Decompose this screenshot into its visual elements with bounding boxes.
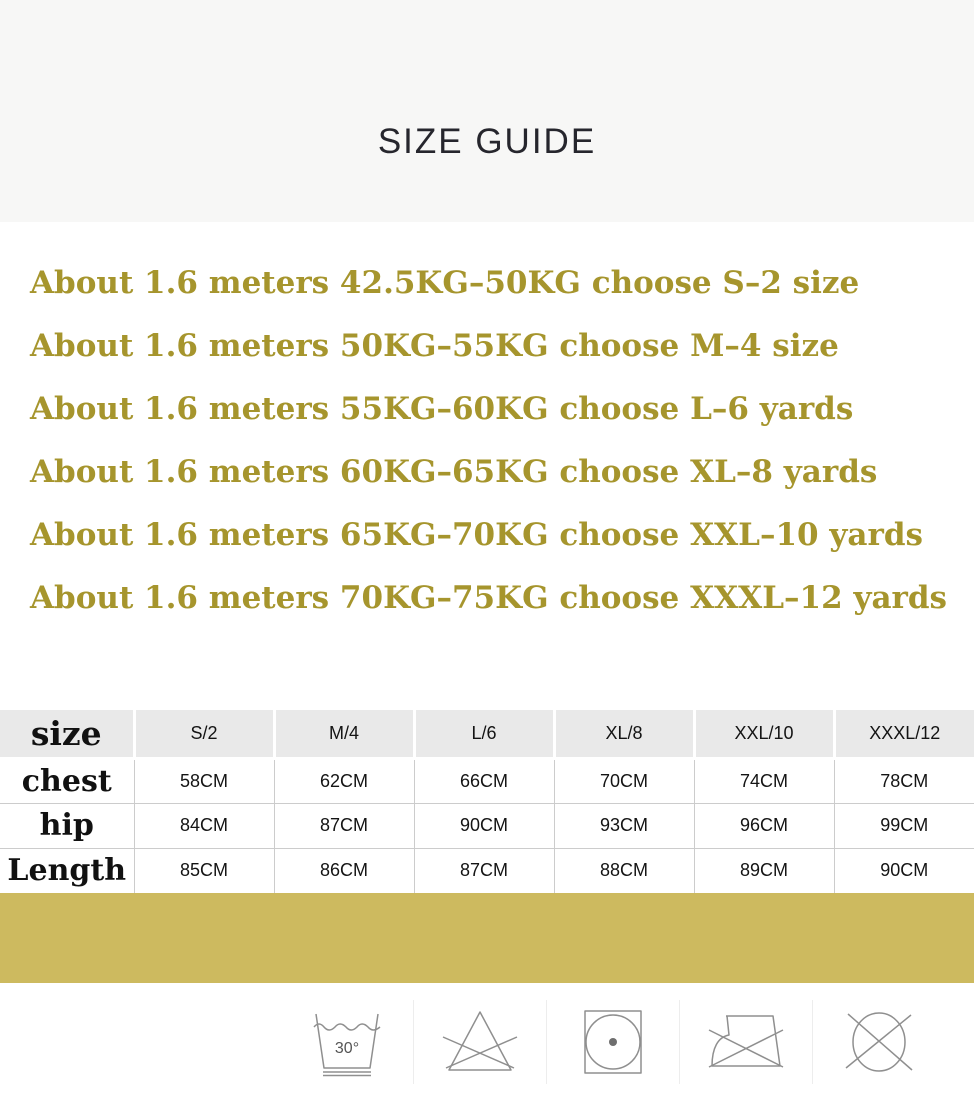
table-cell: 93CM — [554, 803, 694, 848]
table-cell: 90CM — [834, 848, 974, 893]
header-banner — [0, 0, 974, 222]
table-cell: 87CM — [274, 803, 414, 848]
care-cell-dry-clean — [812, 1000, 945, 1084]
table-cell: 58CM — [134, 758, 274, 803]
table-cell: 86CM — [274, 848, 414, 893]
weight-guide-line: About 1.6 meters 55KG–60KG choose L–6 yards — [30, 391, 854, 427]
gold-divider-band — [0, 893, 974, 983]
table-row-hip — [0, 803, 974, 848]
table-cell: 78CM — [834, 758, 974, 803]
table-row-chest — [0, 758, 974, 803]
table-cell: 87CM — [414, 848, 554, 893]
table-cell: 90CM — [414, 803, 554, 848]
row-label-chest: chest — [0, 758, 134, 803]
size-corner-header: size — [0, 710, 134, 758]
table-cell: 84CM — [134, 803, 274, 848]
column-header-xxxl12: XXXL/12 — [834, 710, 974, 758]
size-table-header-row — [0, 710, 974, 758]
weight-guide-section — [0, 252, 974, 630]
tumble-dry-low-icon — [568, 1006, 658, 1078]
table-cell: 96CM — [694, 803, 834, 848]
care-icons-row — [281, 1000, 945, 1084]
table-cell: 99CM — [834, 803, 974, 848]
weight-guide-line: About 1.6 meters 50KG–55KG choose M–4 size — [30, 328, 839, 364]
table-row-length — [0, 848, 974, 893]
do-not-bleach-icon — [435, 1006, 525, 1078]
wash-30-icon — [302, 1006, 392, 1078]
table-cell: 74CM — [694, 758, 834, 803]
table-cell: 70CM — [554, 758, 694, 803]
care-cell-wash — [281, 1000, 413, 1084]
column-header-xl8: XL/8 — [554, 710, 694, 758]
table-cell: 85CM — [134, 848, 274, 893]
care-cell-bleach — [413, 1000, 546, 1084]
weight-guide-line: About 1.6 meters 42.5KG–50KG choose S–2 size — [30, 265, 860, 301]
column-header-s2: S/2 — [134, 710, 274, 758]
care-cell-iron — [679, 1000, 812, 1084]
weight-guide-line: About 1.6 meters 65KG–70KG choose XXL–10 yards — [30, 517, 923, 553]
weight-guide-line: About 1.6 meters 60KG–65KG choose XL–8 yards — [30, 454, 878, 490]
table-cell: 66CM — [414, 758, 554, 803]
care-cell-tumble-dry — [546, 1000, 679, 1084]
svg-text:30°: 30° — [334, 1040, 360, 1057]
page-title: SIZE GUIDE — [377, 122, 597, 161]
table-cell: 89CM — [694, 848, 834, 893]
table-cell: 88CM — [554, 848, 694, 893]
do-not-iron-icon — [701, 1006, 791, 1078]
column-header-l6: L/6 — [414, 710, 554, 758]
row-label-length: Length — [0, 848, 134, 893]
weight-guide-line: About 1.6 meters 70KG–75KG choose XXXL–12 yards — [30, 580, 948, 616]
table-cell: 62CM — [274, 758, 414, 803]
size-table — [0, 710, 974, 893]
column-header-xxl10: XXL/10 — [694, 710, 834, 758]
column-header-m4: M/4 — [274, 710, 414, 758]
row-label-hip: hip — [0, 803, 134, 848]
do-not-dry-clean-icon — [834, 1006, 924, 1078]
